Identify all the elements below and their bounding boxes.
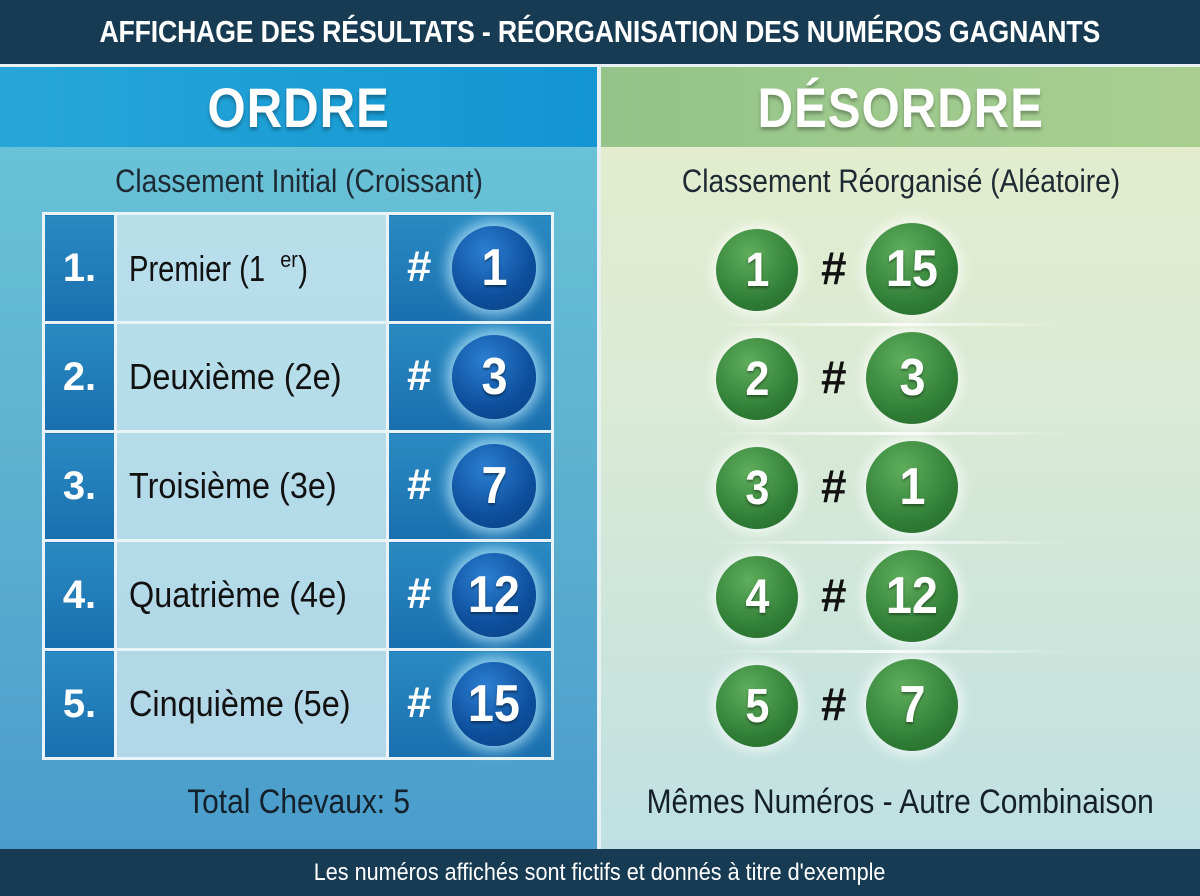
green-position-ball: 5	[716, 665, 798, 747]
rank-number: 4.	[44, 541, 116, 650]
blue-number-ball: 3	[452, 335, 536, 419]
rank-number: 5.	[44, 650, 116, 759]
green-number-ball: 1	[866, 441, 958, 533]
hash-symbol: #	[407, 569, 432, 618]
table-row	[44, 541, 553, 650]
blue-number-ball: 1	[452, 226, 536, 310]
desordre-panel	[601, 67, 1200, 849]
rank-label: Premier (1 $^{er}$)	[116, 214, 388, 323]
desordre-header	[601, 67, 1200, 147]
list-item	[601, 544, 1200, 652]
table-row	[44, 214, 553, 323]
hash-symbol: #	[407, 678, 432, 727]
disclaimer-text: Les numéros affichés sont fictifs et donnés à titre d'exemple	[314, 858, 886, 886]
ordre-header	[0, 67, 597, 147]
hash-symbol: #	[821, 569, 847, 621]
rank-label: Troisième (3e)	[116, 432, 388, 541]
rank-number: 1.	[44, 214, 116, 323]
blue-number-ball: 7	[452, 444, 536, 528]
number-cell	[388, 323, 553, 432]
table-row	[44, 323, 553, 432]
green-number-ball: 7	[866, 659, 958, 751]
hash-symbol: #	[407, 351, 432, 400]
ranking-table	[42, 212, 554, 760]
list-item	[601, 217, 1200, 325]
list-item	[601, 653, 1200, 761]
green-position-ball: 2	[716, 338, 798, 420]
total-horses: Total Chevaux: 5	[187, 783, 410, 821]
ordre-panel	[0, 67, 597, 849]
rank-number: 2.	[44, 323, 116, 432]
ordre-subtitle: Classement Initial (Croissant)	[114, 163, 483, 199]
hash-symbol: #	[821, 242, 847, 294]
hash-symbol: #	[407, 460, 432, 509]
green-number-ball: 3	[866, 332, 958, 424]
blue-number-ball: 15	[452, 662, 536, 746]
hash-symbol: #	[821, 460, 847, 512]
table-row	[44, 432, 553, 541]
table-row	[44, 650, 553, 759]
number-cell	[388, 214, 553, 323]
list-item	[601, 435, 1200, 543]
header-bar	[0, 0, 1200, 67]
page-title: AFFICHAGE DES RÉSULTATS - RÉORGANISATION DES NUMÉROS GAGNANTS	[99, 14, 1101, 49]
same-numbers-note: Mêmes Numéros - Autre Combinaison	[646, 783, 1155, 821]
list-item	[601, 326, 1200, 434]
rank-label: Deuxième (2e)	[116, 323, 388, 432]
green-number-ball: 15	[866, 223, 958, 315]
green-position-ball: 1	[716, 229, 798, 311]
number-cell	[388, 432, 553, 541]
rank-label: Cinquième (5e)	[116, 650, 388, 759]
number-cell	[388, 541, 553, 650]
hash-symbol: #	[821, 678, 847, 730]
hash-symbol: #	[407, 242, 432, 291]
green-position-ball: 3	[716, 447, 798, 529]
ordre-title: ORDRE	[207, 75, 390, 139]
green-number-ball: 12	[866, 550, 958, 642]
rank-number: 3.	[44, 432, 116, 541]
green-position-ball: 4	[716, 556, 798, 638]
rank-label: Quatrième (4e)	[116, 541, 388, 650]
footer-bar	[0, 849, 1200, 896]
desordre-subtitle: Classement Réorganisé (Aléatoire)	[681, 163, 1120, 199]
blue-number-ball: 12	[452, 553, 536, 637]
desordre-title: DÉSORDRE	[757, 75, 1044, 139]
hash-symbol: #	[821, 351, 847, 403]
number-cell	[388, 650, 553, 759]
